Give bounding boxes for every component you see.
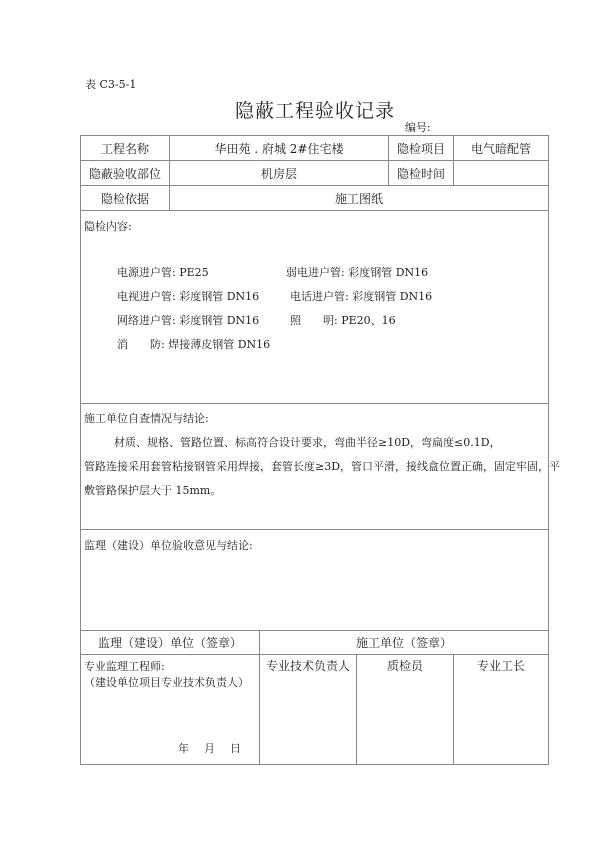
project-name-value[interactable]: 华田苑 . 府城 2#住宅楼 [214,141,344,156]
content-label: 隐检内容: [84,220,132,233]
content-item: 网络进户管: 彩度钢管 DN16 [117,314,260,327]
basis-value[interactable]: 施工图纸 [334,191,383,206]
date-label: 年 月 日 [178,742,243,755]
location-label: 隐蔽验收部位 [88,166,161,181]
time-label: 隐检时间 [396,166,445,181]
content-item: 消 防: 焊接薄皮钢管 DN16 [117,338,271,351]
supervisor-unit-seal: 监理（建设）单位（签章） [97,636,242,650]
project-name-label: 工程名称 [100,141,149,156]
location-value[interactable]: 机房层 [260,166,297,181]
inspection-item-value[interactable]: 电气暗配管 [470,141,531,156]
supervision-label: 监理（建设）单位验收意见与结论: [84,539,253,552]
inspection-item-label: 隐检项目 [396,141,445,156]
self-check-line: 敷管路保护层大于 15mm。 [84,484,222,497]
content-item: 弱电进户管: 彩度钢管 DN16 [286,266,429,279]
inspection-record-table [80,135,561,765]
self-check-line: 材质、规格、管路位置、标高符合设计要求，弯曲半径≥10D，弯扁度≤0.1D， [114,436,501,449]
self-check-label: 施工单位自查情况与结论: [84,412,209,425]
engineer-sublabel: （建设单位项目专业技术负责人） [84,676,249,689]
foreman-label: 专业工长 [476,658,525,673]
basis-label: 隐检依据 [100,191,149,206]
row-divider [81,529,548,530]
row-divider [81,403,548,404]
engineer-label: 专业监理工程师: [84,660,165,673]
construction-unit-seal: 施工单位（签章） [355,636,452,650]
self-check-line: 管路连接采用套管粘接钢管采用焊接，套管长度≥3D，管口平滑，接线盒位置正确，固定牢固，平 [84,460,561,473]
content-item: 电视进户管: 彩度钢管 DN16 [117,290,260,303]
content-item: 电话进户管: 彩度钢管 DN16 [290,290,433,303]
content-item: 电源进户管: PE25 [117,266,209,279]
row-divider [81,210,548,211]
serial-number-label: 编号: [405,121,431,134]
form-code: 表 C3-5-1 [85,78,137,91]
time-value[interactable] [454,161,548,185]
quality-inspector-label: 质检员 [386,658,423,673]
content-item: 照 明: PE20、16 [290,314,396,327]
tech-lead-label: 专业技术负责人 [265,658,350,673]
row-divider [81,654,548,655]
page-title: 隐蔽工程验收记录 [234,100,395,122]
